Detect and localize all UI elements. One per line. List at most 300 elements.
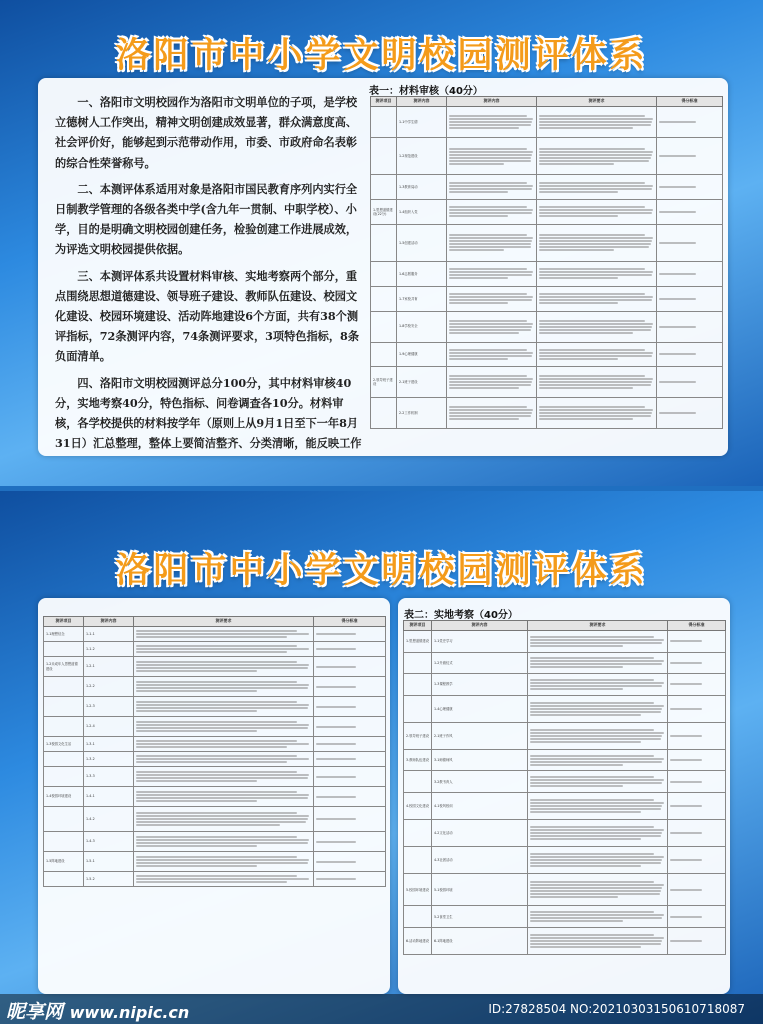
text-line [530, 853, 654, 855]
text-line [530, 937, 664, 939]
text-line [136, 645, 297, 647]
text-line [539, 271, 653, 273]
item-cell: 1-3-3 [84, 767, 134, 787]
text-lines [530, 911, 665, 922]
text-lines [530, 755, 665, 766]
text-cell [528, 846, 668, 873]
text-line [449, 296, 533, 298]
text-line [530, 705, 664, 707]
text-line [659, 412, 696, 414]
text-cell [657, 175, 723, 200]
text-cell [447, 367, 537, 398]
item-cell: 2-1班子作风 [432, 722, 528, 749]
text-cell [657, 224, 723, 261]
text-line [530, 911, 654, 913]
text-line [136, 842, 308, 844]
text-line [539, 268, 645, 270]
text-lines [539, 182, 654, 193]
category-cell [44, 642, 84, 657]
text-lines [449, 406, 534, 420]
text-line [539, 188, 652, 190]
content-card [38, 78, 728, 456]
text-cell [537, 224, 657, 261]
text-lines [539, 293, 654, 304]
text-line [670, 683, 702, 685]
poster-title: 洛阳市中小学文明校园测评体系 [115, 36, 648, 76]
text-cell [668, 906, 726, 928]
text-cell [668, 749, 726, 771]
text-cell [668, 722, 726, 749]
text-line [449, 124, 531, 126]
text-lines [670, 640, 723, 642]
text-line [136, 721, 297, 723]
text-lines [449, 375, 534, 389]
text-line [530, 914, 664, 916]
text-cell [657, 261, 723, 286]
text-line [530, 636, 654, 638]
text-line [449, 409, 533, 411]
text-lines [530, 702, 665, 716]
text-line [449, 115, 527, 117]
text-line [449, 206, 527, 208]
text-line [539, 215, 618, 217]
text-cell [134, 752, 314, 767]
intro-text [55, 92, 365, 456]
text-cell [528, 631, 668, 653]
text-lines [316, 818, 383, 820]
category-cell [404, 819, 432, 846]
text-cell [447, 107, 537, 138]
text-line [670, 859, 702, 861]
text-line [530, 642, 662, 644]
text-line [136, 836, 297, 838]
text-line [539, 355, 652, 357]
text-line [659, 353, 696, 355]
text-line [530, 799, 654, 801]
text-line [539, 157, 651, 159]
text-line [530, 805, 662, 807]
text-line [530, 732, 664, 734]
table-row [404, 927, 726, 954]
text-lines [316, 841, 383, 843]
text-cell [657, 398, 723, 429]
text-cell [314, 852, 386, 872]
text-line [136, 780, 257, 782]
table-row [371, 261, 723, 286]
text-line [449, 302, 508, 304]
table-row [371, 224, 723, 261]
text-line [449, 127, 519, 129]
text-line [530, 779, 664, 781]
text-lines [670, 781, 723, 783]
table-row [371, 175, 723, 200]
text-line [539, 249, 614, 251]
text-line [449, 160, 531, 162]
text-line [136, 875, 297, 877]
column-header: 测评项目 [404, 621, 432, 631]
text-line [539, 206, 645, 208]
text-line [136, 681, 297, 683]
text-line [316, 861, 356, 863]
text-cell [134, 717, 314, 737]
text-cell [528, 906, 668, 928]
text-line [530, 917, 662, 919]
table-row [404, 695, 726, 722]
text-cell [314, 872, 386, 887]
category-cell: 5.校园环境建设 [404, 873, 432, 905]
text-line [449, 121, 532, 123]
text-line [530, 782, 662, 784]
text-line [136, 774, 309, 776]
category-cell [44, 677, 84, 697]
text-line [530, 679, 654, 681]
category-cell [44, 697, 84, 717]
text-lines [136, 771, 311, 782]
text-line [539, 412, 652, 414]
text-cell [447, 311, 537, 342]
item-cell: 6-1阵地建设 [432, 927, 528, 954]
text-line [539, 296, 653, 298]
text-lines [530, 679, 665, 690]
text-line [449, 323, 533, 325]
text-cell [314, 787, 386, 807]
intro-paragraph: 四、洛阳市文明校园测评总分100分，其中材料审核40分，实地考察40分，特色指标、问卷调查各10分。材料审核，各学校提供的材料按学年（原则上从9月1日至下一年8月31日）汇总整理，整体上要简洁整齐、分类清晰，能反映工作 [55, 375, 362, 451]
text-lines [659, 155, 720, 157]
text-line [530, 893, 660, 895]
text-line [530, 688, 623, 690]
text-line [530, 859, 662, 861]
text-line [136, 758, 309, 760]
text-cell [134, 852, 314, 872]
text-line [530, 682, 664, 684]
text-lines [449, 206, 534, 217]
text-cell [668, 674, 726, 696]
text-line [530, 811, 641, 813]
category-cell: 4.校园文化建设 [404, 792, 432, 819]
text-cell [314, 807, 386, 832]
text-line [136, 862, 308, 864]
item-cell: 3-2教书育人 [432, 771, 528, 793]
text-line [530, 808, 661, 810]
text-lines [316, 758, 383, 760]
text-line [449, 381, 532, 383]
text-lines [136, 812, 311, 826]
site-url: www.nipic.cn [69, 1003, 190, 1022]
text-line [136, 791, 297, 793]
text-cell [314, 642, 386, 657]
intro-paragraph: 一、洛阳市文明校园作为洛阳市文明单位的子项，是学校立德树人工作突出，精神文明创建成效显著，群众满意度高、社会评价好，能够起到示范带动作用，市委、市政府命名表彰的综合性荣誉称号。 [55, 95, 358, 170]
text-line [449, 378, 533, 380]
text-line [136, 824, 280, 826]
text-lines [449, 268, 534, 279]
text-line [136, 710, 257, 712]
table-row [404, 792, 726, 819]
category-cell [44, 717, 84, 737]
table-row [44, 832, 386, 852]
text-line [670, 759, 702, 761]
text-cell [537, 311, 657, 342]
text-lines [316, 648, 383, 650]
text-cell [537, 367, 657, 398]
text-lines [136, 681, 311, 692]
text-lines [659, 298, 720, 300]
table-row [44, 787, 386, 807]
text-line [539, 387, 633, 389]
text-line [449, 163, 504, 165]
column-header: 得分标准 [668, 621, 726, 631]
category-cell [44, 767, 84, 787]
item-cell: 1-5创建活动 [397, 224, 447, 261]
item-cell: 5-2食堂卫生 [432, 906, 528, 928]
text-line [530, 755, 654, 757]
text-cell [134, 697, 314, 717]
category-cell [44, 807, 84, 832]
text-lines [539, 148, 654, 165]
text-line [136, 684, 309, 686]
category-cell [44, 872, 84, 887]
text-line [449, 274, 532, 276]
item-cell: 1-4组织入党 [397, 199, 447, 224]
evaluation-table-left [43, 616, 386, 887]
table-caption: 表一：材料审核（40分） [369, 86, 483, 97]
text-line [136, 651, 287, 653]
text-lines [539, 406, 654, 420]
text-line [530, 761, 662, 763]
text-line [449, 182, 527, 184]
column-header: 测评内容 [397, 97, 447, 107]
text-lines [670, 805, 723, 807]
text-line [316, 648, 356, 650]
text-line [530, 729, 654, 731]
item-cell: 3-1师德师风 [432, 749, 528, 771]
text-line [449, 418, 519, 420]
text-lines [539, 375, 654, 389]
table-row [404, 846, 726, 873]
item-cell: 1-1中学生德 [397, 107, 447, 138]
item-cell: 1-6志愿服务 [397, 261, 447, 286]
table-row [44, 677, 386, 697]
text-line [136, 730, 257, 732]
text-line [449, 329, 531, 331]
text-lines [659, 381, 720, 383]
text-line [539, 240, 652, 242]
category-cell: 2.领导班子建设 [371, 367, 397, 398]
category-cell [371, 342, 397, 367]
text-lines [449, 148, 534, 165]
category-cell: 6.活动阵地建设 [404, 927, 432, 954]
text-cell [668, 846, 726, 873]
text-line [539, 332, 633, 334]
item-cell: 1-2升旗仪式 [432, 652, 528, 674]
table-row [404, 652, 726, 674]
table-row [44, 697, 386, 717]
text-lines [670, 916, 723, 918]
text-lines [449, 349, 534, 360]
table-row [44, 852, 386, 872]
text-line [136, 743, 309, 745]
text-line [530, 856, 664, 858]
text-line [539, 384, 651, 386]
category-cell [404, 674, 432, 696]
table-row [404, 873, 726, 905]
text-cell [657, 367, 723, 398]
item-cell: 1-3课程教学 [432, 674, 528, 696]
text-cell [668, 873, 726, 905]
intro-paragraph: 三、本测评体系共设置材料审核、实地考察两个部分，重点围绕思想道德建设、领导班子建设、教师队伍建设、校园文化建设、校园环境建设、活动阵地建设6个方面，共有38个测评指标，72条测评内容，74条测评要求，3项特色指标，8条负面清单。 [55, 268, 360, 364]
table-row [371, 286, 723, 311]
text-line [539, 326, 652, 328]
text-lines [659, 273, 720, 275]
text-line [136, 812, 297, 814]
text-line [539, 352, 653, 354]
text-cell [537, 286, 657, 311]
text-lines [316, 706, 383, 708]
text-lines [539, 115, 654, 129]
table-row [371, 199, 723, 224]
text-line [539, 237, 653, 239]
text-lines [316, 776, 383, 778]
text-cell [668, 819, 726, 846]
text-line [530, 663, 662, 665]
text-lines [670, 889, 723, 891]
text-line [136, 724, 309, 726]
text-line [539, 323, 653, 325]
text-cell [537, 138, 657, 175]
text-cell [447, 175, 537, 200]
text-line [539, 358, 618, 360]
text-line [530, 711, 661, 713]
text-lines [136, 740, 311, 748]
text-line [316, 758, 356, 760]
text-line [136, 839, 309, 841]
text-lines [539, 206, 654, 217]
text-line [670, 916, 702, 918]
column-header: 测评项目 [44, 617, 84, 627]
text-line [670, 781, 702, 783]
table-caption: 表二：实地考察（40分） [404, 610, 518, 621]
text-lines [670, 735, 723, 737]
column-header: 得分标准 [314, 617, 386, 627]
item-cell: 5-1校园环境 [432, 873, 528, 905]
text-line [136, 727, 308, 729]
text-line [449, 355, 532, 357]
text-line [449, 332, 519, 334]
text-cell [528, 749, 668, 771]
category-cell [44, 832, 84, 852]
text-line [530, 887, 662, 889]
text-lines [316, 686, 383, 688]
text-line [530, 666, 623, 668]
text-line [449, 118, 533, 120]
text-lines [136, 721, 311, 732]
text-cell [134, 627, 314, 642]
text-line [539, 246, 649, 248]
text-line [530, 702, 654, 704]
text-lines [449, 320, 534, 334]
text-line [316, 878, 356, 880]
text-line [316, 633, 356, 635]
text-lines [530, 934, 665, 948]
text-cell [134, 657, 314, 677]
text-line [136, 771, 297, 773]
text-line [316, 841, 356, 843]
text-line [539, 277, 618, 279]
text-line [530, 645, 623, 647]
text-lines [136, 701, 311, 712]
text-line [670, 832, 702, 834]
text-line [539, 148, 645, 150]
text-cell [537, 199, 657, 224]
item-cell: 2-2工作机制 [397, 398, 447, 429]
item-cell: 1-4-2 [84, 807, 134, 832]
text-line [530, 738, 661, 740]
text-lines [539, 349, 654, 360]
text-line [530, 826, 654, 828]
text-line [136, 818, 308, 820]
text-line [449, 240, 532, 242]
text-lines [136, 791, 311, 802]
text-line [136, 740, 297, 742]
text-line [449, 271, 533, 273]
text-line [670, 708, 702, 710]
table-row [371, 311, 723, 342]
text-lines [449, 293, 534, 304]
text-lines [136, 856, 311, 867]
table-row [404, 771, 726, 793]
text-line [449, 209, 533, 211]
text-line [539, 151, 653, 153]
intro-paragraph: 二、本测评体系适用对象是洛阳市国民教育序列内实行全日制教学管理的各级各类中学(含九年一贯制、中职学校）、小学，目的是明确文明校园创建任务，检验创建工作进展成效，为评选文明校园提供依据。 [55, 181, 358, 257]
text-line [539, 124, 651, 126]
category-cell: 1-3校园文化生活 [44, 737, 84, 752]
text-line [136, 800, 257, 802]
text-lines [136, 630, 311, 638]
text-lines [659, 412, 720, 414]
text-line [316, 726, 356, 728]
text-lines [316, 743, 383, 745]
category-cell [404, 846, 432, 873]
text-cell [314, 717, 386, 737]
text-line [136, 701, 297, 703]
text-line [136, 704, 309, 706]
text-lines [670, 832, 723, 834]
text-lines [316, 878, 383, 880]
text-line [530, 940, 662, 942]
table-row [44, 807, 386, 832]
content-card-right [398, 598, 730, 994]
text-line [530, 884, 664, 886]
text-line [449, 237, 533, 239]
text-line [530, 776, 654, 778]
poster-panel-bottom [0, 491, 763, 1024]
text-line [539, 406, 645, 408]
table-row [44, 627, 386, 642]
category-cell [371, 286, 397, 311]
text-lines [530, 636, 665, 647]
poster-panel-top [0, 0, 763, 486]
text-line [530, 832, 662, 834]
text-line [449, 154, 532, 156]
text-line [136, 687, 308, 689]
text-line [659, 186, 696, 188]
text-line [316, 706, 356, 708]
text-lines [316, 633, 383, 635]
text-line [659, 155, 696, 157]
text-line [530, 920, 623, 922]
text-line [539, 329, 651, 331]
text-lines [530, 799, 665, 813]
text-line [539, 154, 652, 156]
